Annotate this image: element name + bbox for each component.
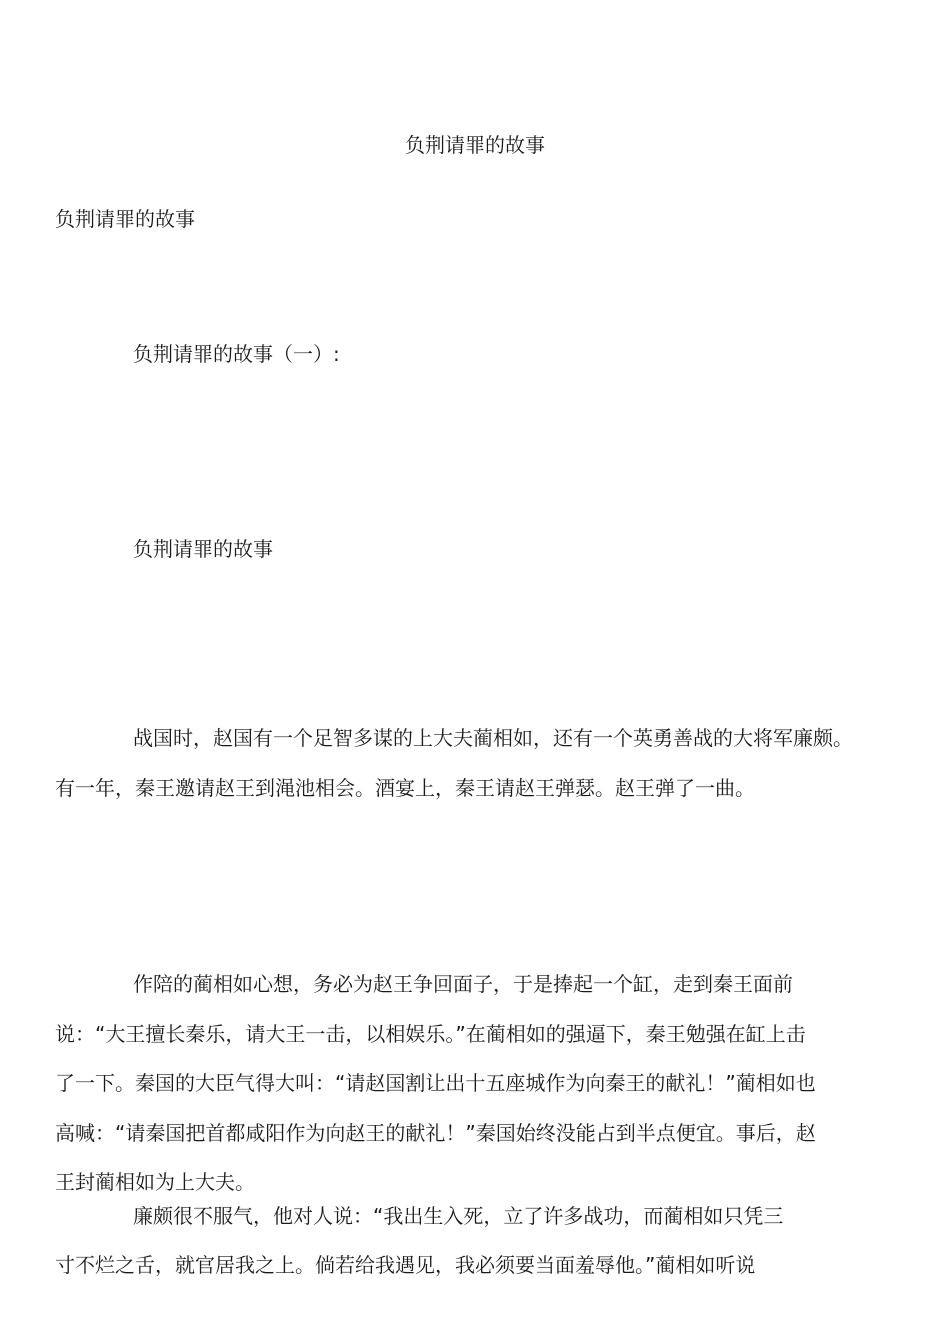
paragraph-line: 廉颇很不服气，他对人说：“我出生入死，立了许多战功，而蔺相如只凭三: [133, 1204, 784, 1228]
section-heading-2: 负荆请罪的故事: [133, 537, 273, 561]
document-subtitle: 负荆请罪的故事: [55, 207, 195, 231]
paragraph-line: 战国时，赵国有一个足智多谋的上大夫蔺相如，还有一个英勇善战的大将军廉颇。: [133, 726, 853, 750]
paragraph-line: 寸不烂之舌，就官居我之上。倘若给我遇见，我必须要当面羞辱他。”蔺相如听说: [55, 1253, 756, 1277]
document-title: 负荆请罪的故事: [405, 133, 545, 157]
paragraph-line: 说：“大王擅长秦乐，请大王一击，以相娱乐。”在蔺相如的强逼下，秦王勉强在缸上击: [55, 1022, 806, 1046]
paragraph-line: 了一下。秦国的大臣气得大叫：“请赵国割让出十五座城作为向秦王的献礼！”蔺相如也: [55, 1071, 816, 1095]
paragraph-line: 作陪的蔺相如心想，务必为赵王争回面子，于是捧起一个缸，走到秦王面前: [133, 972, 793, 996]
section-heading-1: 负荆请罪的故事（一）:: [133, 342, 340, 366]
paragraph-line: 高喊：“请秦国把首都咸阳作为向赵王的献礼！”秦国始终没能占到半点便宜。事后，赵: [55, 1121, 816, 1145]
paragraph-line: 有一年，秦王邀请赵王到渑池相会。酒宴上，秦王请赵王弹瑟。赵王弹了一曲。: [55, 776, 755, 800]
paragraph-line: 王封蔺相如为上大夫。: [55, 1170, 255, 1194]
